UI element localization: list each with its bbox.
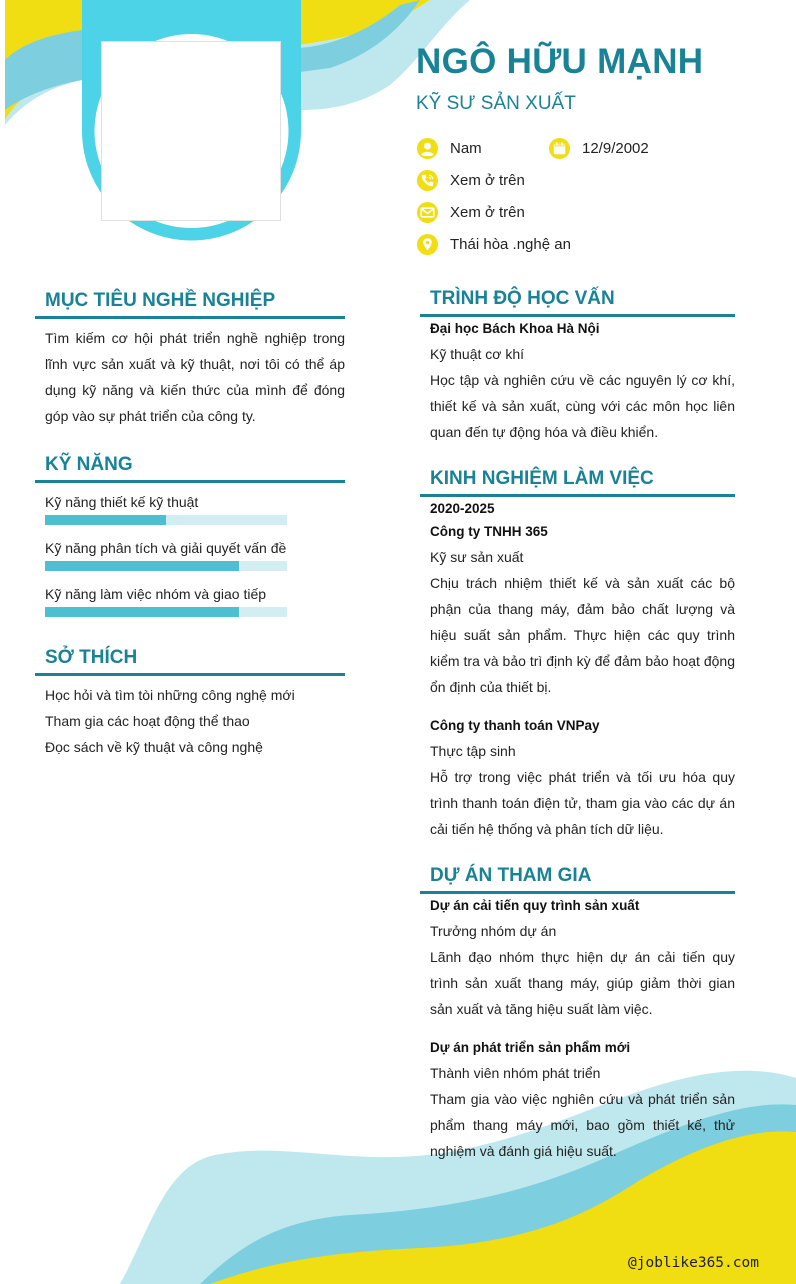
address-value: Thái hòa .nghệ an — [450, 236, 571, 253]
birthday-info — [548, 137, 649, 160]
project-description: Tham gia vào việc nghiên cứu và phát triển sản phẩm thang máy mới, bao gồm thiết kế, thử nghiệm và đánh giá hiệu suất. — [430, 1091, 735, 1159]
experience-description: Hỗ trợ trong việc phát triển và tối ưu hóa quy trình thanh toán điện tử, tham gia vào các dự án cải tiến hệ thống và phân tích dữ liệu. — [430, 769, 735, 837]
gender-value: Nam — [450, 140, 482, 157]
project-name: Dự án cải tiến quy trình sản xuất — [430, 898, 640, 913]
education-title: TRÌNH ĐỘ HỌC VẤN — [420, 288, 735, 317]
address-info — [416, 233, 571, 256]
skill-bar-fill — [45, 561, 239, 571]
candidate-name: NGÔ HỮU MẠNH — [416, 42, 704, 81]
email-info — [416, 201, 525, 224]
projects-title: DỰ ÁN THAM GIA — [420, 865, 735, 894]
company-name: Công ty TNHH 365 — [430, 524, 548, 539]
objective-title: MỤC TIÊU NGHỀ NGHIỆP — [35, 290, 345, 319]
project-name: Dự án phát triển sản phẩm mới — [430, 1040, 631, 1055]
education-description: Học tập và nghiên cứu về các nguyên lý cơ khí, thiết kế và sản xuất, cùng với các môn học liên quan đến tự động hóa và điều khiển. — [430, 372, 735, 440]
hobby-item: Đọc sách về kỹ thuật và công nghệ — [45, 739, 263, 755]
email-value: Xem ở trên — [450, 204, 525, 221]
school-name: Đại học Bách Khoa Hà Nội — [430, 321, 600, 336]
experience-title: KINH NGHIỆM LÀM VIỆC — [420, 468, 735, 497]
skill-name: Kỹ năng phân tích và giải quyết vấn đề — [45, 540, 287, 556]
skill-bar — [45, 607, 287, 617]
phone-value: Xem ở trên — [450, 172, 525, 189]
profile-photo — [101, 41, 281, 221]
envelope-icon — [416, 201, 439, 224]
job-title: KỸ SƯ SẢN XUẤT — [416, 93, 576, 114]
skills-title: KỸ NĂNG — [35, 454, 345, 483]
hobby-item: Tham gia các hoạt động thể thao — [45, 713, 250, 729]
position: Thực tập sinh — [430, 743, 516, 759]
birthday-value: 12/9/2002 — [582, 140, 649, 157]
hobbies-title: SỞ THÍCH — [35, 647, 345, 676]
position: Kỹ sư sản xuất — [430, 549, 524, 565]
calendar-icon — [548, 137, 571, 160]
skill-bar-fill — [45, 607, 239, 617]
skill-bar — [45, 561, 287, 571]
objective-text: Tìm kiếm cơ hội phát triển nghề nghiệp trong lĩnh vực sản xuất và kỹ thuật, nơi tôi có thể áp dụng kỹ năng và kiến thức của mình để đóng góp vào sự phát triển của công ty. — [45, 330, 345, 424]
hobby-item: Học hỏi và tìm tòi những công nghệ mới — [45, 687, 295, 703]
watermark: @joblike365.com — [628, 1255, 759, 1271]
person-icon — [416, 137, 439, 160]
major: Kỹ thuật cơ khí — [430, 346, 525, 362]
gender-info — [416, 137, 482, 160]
project-description: Lãnh đạo nhóm thực hiện dự án cải tiến quy trình sản xuất thang máy, giúp giảm thời gian sản xuất và tăng hiệu suất làm việc. — [430, 949, 735, 1017]
skill-bar — [45, 515, 287, 525]
company-name: Công ty thanh toán VNPay — [430, 718, 600, 733]
phone-info — [416, 169, 525, 192]
skill-bar-fill — [45, 515, 166, 525]
skill-name: Kỹ năng thiết kế kỹ thuật — [45, 494, 199, 510]
phone-icon — [416, 169, 439, 192]
project-role: Thành viên nhóm phát triển — [430, 1065, 601, 1081]
experience-description: Chịu trách nhiệm thiết kế và sản xuất các bộ phận của thang máy, đảm bảo chất lượng và hiệu suất sản phẩm. Thực hiện các quy trình kiểm tra và bảo trì định kỳ để đảm bảo hoạt động ổn định của thiết bị. — [430, 575, 735, 695]
location-pin-icon — [416, 233, 439, 256]
project-role: Trưởng nhóm dự án — [430, 923, 557, 939]
skill-name: Kỹ năng làm việc nhóm và giao tiếp — [45, 586, 267, 602]
experience-period: 2020-2025 — [430, 501, 495, 516]
